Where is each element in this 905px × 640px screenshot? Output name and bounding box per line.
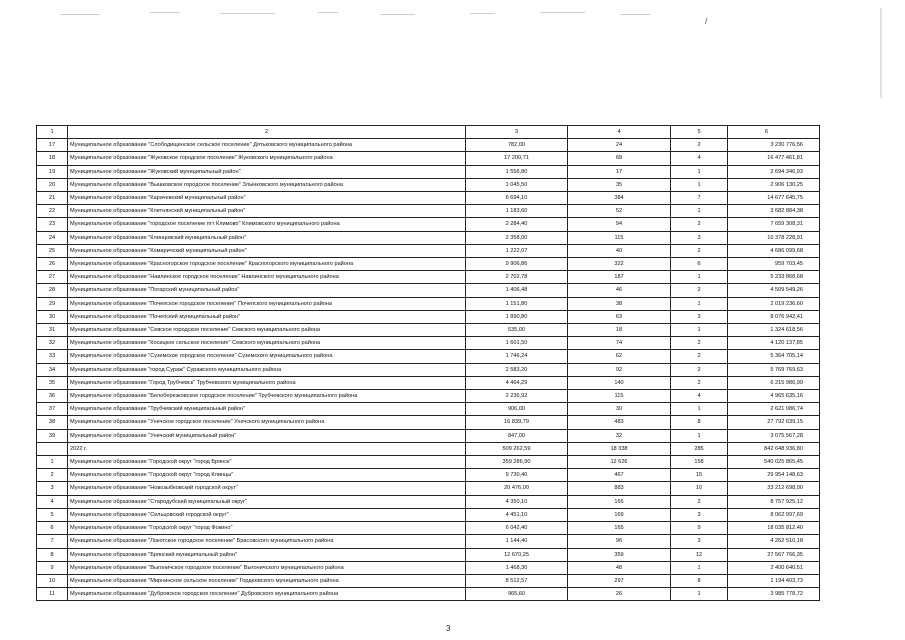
row-number: 32 (37, 337, 68, 350)
row-number: 6 (37, 522, 68, 535)
col-6-amount: 959 703,45 (728, 258, 820, 271)
col-4-value: 62 (568, 350, 671, 363)
scan-artifact (540, 12, 585, 13)
col-4-value: 18 338 (568, 442, 671, 455)
municipality-name: Муниципальное образование "Карачевский муниципальный район" (68, 192, 466, 205)
table-row (37, 337, 820, 350)
row-number: 1 (37, 456, 68, 469)
col-4-value: 17 (568, 165, 671, 178)
municipality-name: Муниципальное образование "Дубровское городское поселение" Дубровского муниципального района (68, 588, 466, 601)
municipality-name: Муниципальное образование "Клетнянский муниципальный район" (68, 205, 466, 218)
table-row (37, 416, 820, 429)
table-row (37, 508, 820, 521)
col-6-amount: 842 648 936,80 (728, 442, 820, 455)
table-row (37, 297, 820, 310)
col-3-value: 4 464,29 (466, 376, 568, 389)
municipality-name: Муниципальное образование "Севское городское поселение" Севского муниципального района (68, 324, 466, 337)
col-3-value: 3 (466, 126, 568, 139)
row-number: 37 (37, 403, 68, 416)
col-6-amount: 540 025 865,45 (728, 456, 820, 469)
row-number: 4 (37, 495, 68, 508)
col-3-value: 2 702,78 (466, 271, 568, 284)
municipality-name: 2022 г. (68, 442, 466, 455)
col-4-value: 46 (568, 284, 671, 297)
col-3-value: 1 468,30 (466, 561, 568, 574)
row-number: 27 (37, 271, 68, 284)
col-6-amount: 4 686 099,68 (728, 244, 820, 257)
row-number: 17 (37, 139, 68, 152)
col-6-amount: 7 659 308,31 (728, 218, 820, 231)
municipality-name: Муниципальное образование "Трубчевский муниципальный район" (68, 403, 466, 416)
col-4-value: 165 (568, 522, 671, 535)
table-row (37, 495, 820, 508)
col-4-value: 24 (568, 139, 671, 152)
col-4-value: 115 (568, 231, 671, 244)
table-row (37, 152, 820, 165)
col-3-value: 1 890,80 (466, 310, 568, 323)
col-6-amount: 5 233 868,68 (728, 271, 820, 284)
table-row (37, 231, 820, 244)
col-3-value: 1 045,50 (466, 178, 568, 191)
col-6-amount: 10 378 228,91 (728, 231, 820, 244)
col-5-value: 1 (671, 429, 728, 442)
table-row (37, 561, 820, 574)
table-row (37, 324, 820, 337)
col-3-value: 847,00 (466, 429, 568, 442)
col-5-value: 285 (671, 442, 728, 455)
col-6-amount: 5 769 769,63 (728, 363, 820, 376)
col-3-value: 8 512,57 (466, 574, 568, 587)
col-4-value: 74 (568, 337, 671, 350)
row-number: 20 (37, 178, 68, 191)
municipality-name: Муниципальное образование "Локотское городское поселение" Брасовского муниципального района (68, 535, 466, 548)
col-5-value: 2 (671, 218, 728, 231)
col-6-amount: 3 682 884,38 (728, 205, 820, 218)
year-subtotal-row (37, 442, 820, 455)
col-5-value: 2 (671, 337, 728, 350)
row-number: 24 (37, 231, 68, 244)
col-6-amount: 1 324 618,56 (728, 324, 820, 337)
col-5-value: 1 (671, 205, 728, 218)
col-6-amount: 4 509 549,26 (728, 284, 820, 297)
table-body (37, 126, 820, 601)
row-number (37, 442, 68, 455)
scan-artifact (380, 14, 415, 15)
col-5-value: 2 (671, 376, 728, 389)
col-3-value: 1 151,80 (466, 297, 568, 310)
col-6-amount: 2 906 130,25 (728, 178, 820, 191)
row-number: 18 (37, 152, 68, 165)
table-row (37, 310, 820, 323)
municipality-name: Муниципальное образование "Унечское городское поселение" Унечского муниципального района (68, 416, 466, 429)
col-6-amount: 2 400 640,51 (728, 561, 820, 574)
col-5-value: 8 (671, 574, 728, 587)
col-6-amount: 3 985 778,72 (728, 588, 820, 601)
col-4-value: 883 (568, 482, 671, 495)
table-row (37, 574, 820, 587)
col-3-value: 6 042,40 (466, 522, 568, 535)
col-3-value: 359 286,90 (466, 456, 568, 469)
col-5-value: 2 (671, 244, 728, 257)
scan-artifact (60, 14, 100, 15)
col-3-value: 906,00 (466, 403, 568, 416)
col-5-value: 1 (671, 165, 728, 178)
municipality-name: Муниципальное образование "город Сураж" Суражского муниципального района (68, 363, 466, 376)
municipality-name: Муниципальное образование "Брянский муниципальный район" (68, 548, 466, 561)
table-row (37, 165, 820, 178)
row-number: 39 (37, 429, 68, 442)
col-5-value: 10 (671, 482, 728, 495)
municipality-name: Муниципальное образование "Клинцовский муниципальный район" (68, 231, 466, 244)
row-number: 8 (37, 548, 68, 561)
municipality-name: Муниципальное образование "Почепское городское поселение" Почепского муниципального района (68, 297, 466, 310)
table-row (37, 139, 820, 152)
col-3-value: 9 906,86 (466, 258, 568, 271)
col-5-value: 4 (671, 390, 728, 403)
col-4-value: 48 (568, 561, 671, 574)
col-4-value: 18 (568, 324, 671, 337)
col-5-value: 2 (671, 495, 728, 508)
col-4-value: 115 (568, 390, 671, 403)
col-3-value: 9 730,40 (466, 469, 568, 482)
table-row (37, 456, 820, 469)
col-5-value: 1 (671, 324, 728, 337)
scan-artifact (470, 13, 495, 14)
col-6-amount: 18 035 812,40 (728, 522, 820, 535)
col-6-amount: 14 677 645,75 (728, 192, 820, 205)
municipality-name: Муниципальное образование "Сельцовский городской округ" (68, 508, 466, 521)
col-6-amount: 3 230 776,56 (728, 139, 820, 152)
col-6-amount: 5 364 705,14 (728, 350, 820, 363)
scan-artifact: / (705, 16, 708, 26)
table-row (37, 350, 820, 363)
table-row (37, 535, 820, 548)
col-3-value: 2 284,40 (466, 218, 568, 231)
col-4-value: 68 (568, 152, 671, 165)
col-5-value: 8 (671, 416, 728, 429)
col-4-value: 40 (568, 244, 671, 257)
municipality-name: 2 (68, 126, 466, 139)
col-5-value: 15 (671, 469, 728, 482)
col-6-amount: 33 212 698,00 (728, 482, 820, 495)
col-4-value: 96 (568, 535, 671, 548)
col-5-value: 12 (671, 548, 728, 561)
col-4-value: 52 (568, 205, 671, 218)
municipality-name: Муниципальное образование "Красногорское городское поселение" Красногорского муниципального района (68, 258, 466, 271)
col-3-value: 4 451,10 (466, 508, 568, 521)
row-number: 33 (37, 350, 68, 363)
col-6-amount: 4 120 137,85 (728, 337, 820, 350)
col-4-value: 32 (568, 429, 671, 442)
col-5-value: 3 (671, 310, 728, 323)
municipality-name: Муниципальное образование "Навлинское городское поселение" Навлинского муниципального района (68, 271, 466, 284)
col-5-value: 158 (671, 456, 728, 469)
col-5-value: 1 (671, 561, 728, 574)
col-5-value: 1 (671, 271, 728, 284)
col-6-amount: 1 194 403,73 (728, 574, 820, 587)
table-row (37, 429, 820, 442)
table-row (37, 403, 820, 416)
col-4-value: 38 (568, 297, 671, 310)
municipality-name: Муниципальное образование "Суземское городское поселение" Суземского муниципального района (68, 350, 466, 363)
col-6-amount: 6 215 986,99 (728, 376, 820, 389)
municipality-name: Муниципальное образование "Почепский муниципальный район" (68, 310, 466, 323)
municipality-name: Муниципальное образование "Жуковское городское поселение" Жуковского муниципального района (68, 152, 466, 165)
col-3-value: 2 583,20 (466, 363, 568, 376)
page-number: 3 (446, 624, 451, 633)
table-row (37, 588, 820, 601)
row-number: 30 (37, 310, 68, 323)
municipality-name: Муниципальное образование "Комаричский муниципальный район" (68, 244, 466, 257)
col-5-value: 1 (671, 588, 728, 601)
col-3-value: 1 406,48 (466, 284, 568, 297)
scan-artifact (620, 14, 650, 15)
table-row (37, 469, 820, 482)
col-5-value: 9 (671, 522, 728, 535)
col-3-value: 1 601,50 (466, 337, 568, 350)
municipality-name: Муниципальное образование "Новозыбковский городской округ" (68, 482, 466, 495)
municipality-name: Муниципальное образование "Погарский муниципальный район" (68, 284, 466, 297)
row-number: 3 (37, 482, 68, 495)
col-6-amount: 8 757 925,12 (728, 495, 820, 508)
table-row (37, 363, 820, 376)
row-number: 28 (37, 284, 68, 297)
col-5-value: 2 (671, 284, 728, 297)
col-6-amount: 27 567 766,35 (728, 548, 820, 561)
municipality-name: Муниципальное образование "городское поселение пгт Климово" Климовского муниципального района (68, 218, 466, 231)
col-6-amount: 8 076 942,41 (728, 310, 820, 323)
col-3-value: 965,60 (466, 588, 568, 601)
table-row (37, 522, 820, 535)
row-number: 7 (37, 535, 68, 548)
col-5-value: 3 (671, 231, 728, 244)
col-6-amount: 29 954 148,63 (728, 469, 820, 482)
header-row (37, 126, 820, 139)
col-6-amount: 2 621 086,74 (728, 403, 820, 416)
row-number: 29 (37, 297, 68, 310)
col-5-value: 3 (671, 508, 728, 521)
municipality-name: Муниципальное образование "Косицкое сельское поселение" Севского муниципального района (68, 337, 466, 350)
row-number: 26 (37, 258, 68, 271)
col-6-amount: 4 262 510,18 (728, 535, 820, 548)
table-row (37, 244, 820, 257)
table-row (37, 271, 820, 284)
col-3-value: 6 694,10 (466, 192, 568, 205)
municipality-name: Муниципальное образование "Стародубский муниципальный округ" (68, 495, 466, 508)
table-row (37, 178, 820, 191)
col-4-value: 322 (568, 258, 671, 271)
scan-artifact (220, 13, 275, 14)
scan-artifact (318, 12, 338, 13)
col-5-value: 6 (671, 258, 728, 271)
col-6-amount: 3 075 567,28 (728, 429, 820, 442)
row-number: 2 (37, 469, 68, 482)
col-5-value: 2 (671, 350, 728, 363)
col-5-value: 1 (671, 178, 728, 191)
scan-artifact (880, 8, 882, 98)
col-5-value: 4 (671, 152, 728, 165)
col-5-value: 5 (671, 126, 728, 139)
table-row (37, 390, 820, 403)
table-row (37, 218, 820, 231)
row-number: 25 (37, 244, 68, 257)
row-number: 38 (37, 416, 68, 429)
row-number: 5 (37, 508, 68, 521)
col-4-value: 30 (568, 403, 671, 416)
municipality-name: Муниципальное образование "Городской округ "город Фокино" (68, 522, 466, 535)
scan-artifact (150, 12, 180, 13)
col-3-value: 4 350,10 (466, 495, 568, 508)
row-number: 31 (37, 324, 68, 337)
col-6-amount: 27 792 639,15 (728, 416, 820, 429)
municipality-name: Муниципальное образование "Унечский муниципальный район" (68, 429, 466, 442)
col-5-value: 1 (671, 297, 728, 310)
municipality-name: Муниципальное образование "Белоберезковское городское поселение" Трубчевского муниципального района (68, 390, 466, 403)
col-4-value: 165 (568, 495, 671, 508)
col-4-value: 63 (568, 310, 671, 323)
col-3-value: 1 746,24 (466, 350, 568, 363)
col-4-value: 4 (568, 126, 671, 139)
col-3-value: 2 358,00 (466, 231, 568, 244)
table-row (37, 258, 820, 271)
table-row (37, 284, 820, 297)
municipality-name: Муниципальное образование "Слободищенское сельское поселение" Дятьковского муниципального района (68, 139, 466, 152)
col-3-value: 1 556,80 (466, 165, 568, 178)
col-5-value: 2 (671, 139, 728, 152)
table-row (37, 548, 820, 561)
col-4-value: 187 (568, 271, 671, 284)
col-6-amount: 4 965 635,16 (728, 390, 820, 403)
col-3-value: 17 200,71 (466, 152, 568, 165)
col-6-amount: 16 477 461,81 (728, 152, 820, 165)
table-row (37, 205, 820, 218)
col-6-amount: 8 062 997,69 (728, 508, 820, 521)
col-6-amount: 2 694 346,93 (728, 165, 820, 178)
col-3-value: 1 222,07 (466, 244, 568, 257)
municipality-name: Муниципальное образование "Мирнинское сельское поселение" Гордеевского муниципального района (68, 574, 466, 587)
col-4-value: 297 (568, 574, 671, 587)
table-row (37, 482, 820, 495)
row-number: 22 (37, 205, 68, 218)
col-4-value: 35 (568, 178, 671, 191)
col-3-value: 16 839,79 (466, 416, 568, 429)
col-3-value: 12 670,25 (466, 548, 568, 561)
row-number: 23 (37, 218, 68, 231)
row-number: 11 (37, 588, 68, 601)
row-number: 19 (37, 165, 68, 178)
col-3-value: 2 236,92 (466, 390, 568, 403)
col-4-value: 169 (568, 508, 671, 521)
data-table (36, 125, 820, 601)
col-5-value: 1 (671, 403, 728, 416)
table-row (37, 192, 820, 205)
col-4-value: 467 (568, 469, 671, 482)
municipality-name: Муниципальное образование "Жуковский муниципальный район" (68, 165, 466, 178)
row-number: 10 (37, 574, 68, 587)
row-number: 36 (37, 390, 68, 403)
municipality-name: Муниципальное образование "Вышковское городское поселение" Злынковского муниципального района (68, 178, 466, 191)
col-4-value: 359 (568, 548, 671, 561)
row-number: 1 (37, 126, 68, 139)
col-5-value: 7 (671, 192, 728, 205)
col-3-value: 535,00 (466, 324, 568, 337)
col-5-value: 3 (671, 535, 728, 548)
col-3-value: 1 144,40 (466, 535, 568, 548)
municipality-name: Муниципальное образование "Городской округ "город Брянск" (68, 456, 466, 469)
col-4-value: 92 (568, 363, 671, 376)
col-4-value: 26 (568, 588, 671, 601)
col-5-value: 2 (671, 363, 728, 376)
col-3-value: 1 183,60 (466, 205, 568, 218)
municipality-name: Муниципальное образование "Выгоничское городское поселение" Выгоничского муниципального района (68, 561, 466, 574)
col-4-value: 94 (568, 218, 671, 231)
col-3-value: 509 262,59 (466, 442, 568, 455)
col-3-value: 782,00 (466, 139, 568, 152)
col-4-value: 140 (568, 376, 671, 389)
municipality-name: Муниципальное образование "Городской округ "город Клинцы" (68, 469, 466, 482)
row-number: 21 (37, 192, 68, 205)
row-number: 9 (37, 561, 68, 574)
row-number: 34 (37, 363, 68, 376)
col-4-value: 12 626 (568, 456, 671, 469)
row-number: 35 (37, 376, 68, 389)
col-4-value: 384 (568, 192, 671, 205)
table-row (37, 376, 820, 389)
municipality-name: Муниципальное образование "Город Трубчевск" Трубчевского муниципального района (68, 376, 466, 389)
col-3-value: 20 476,00 (466, 482, 568, 495)
col-6-amount: 2 019 236,60 (728, 297, 820, 310)
col-4-value: 483 (568, 416, 671, 429)
col-6-amount: 6 (728, 126, 820, 139)
